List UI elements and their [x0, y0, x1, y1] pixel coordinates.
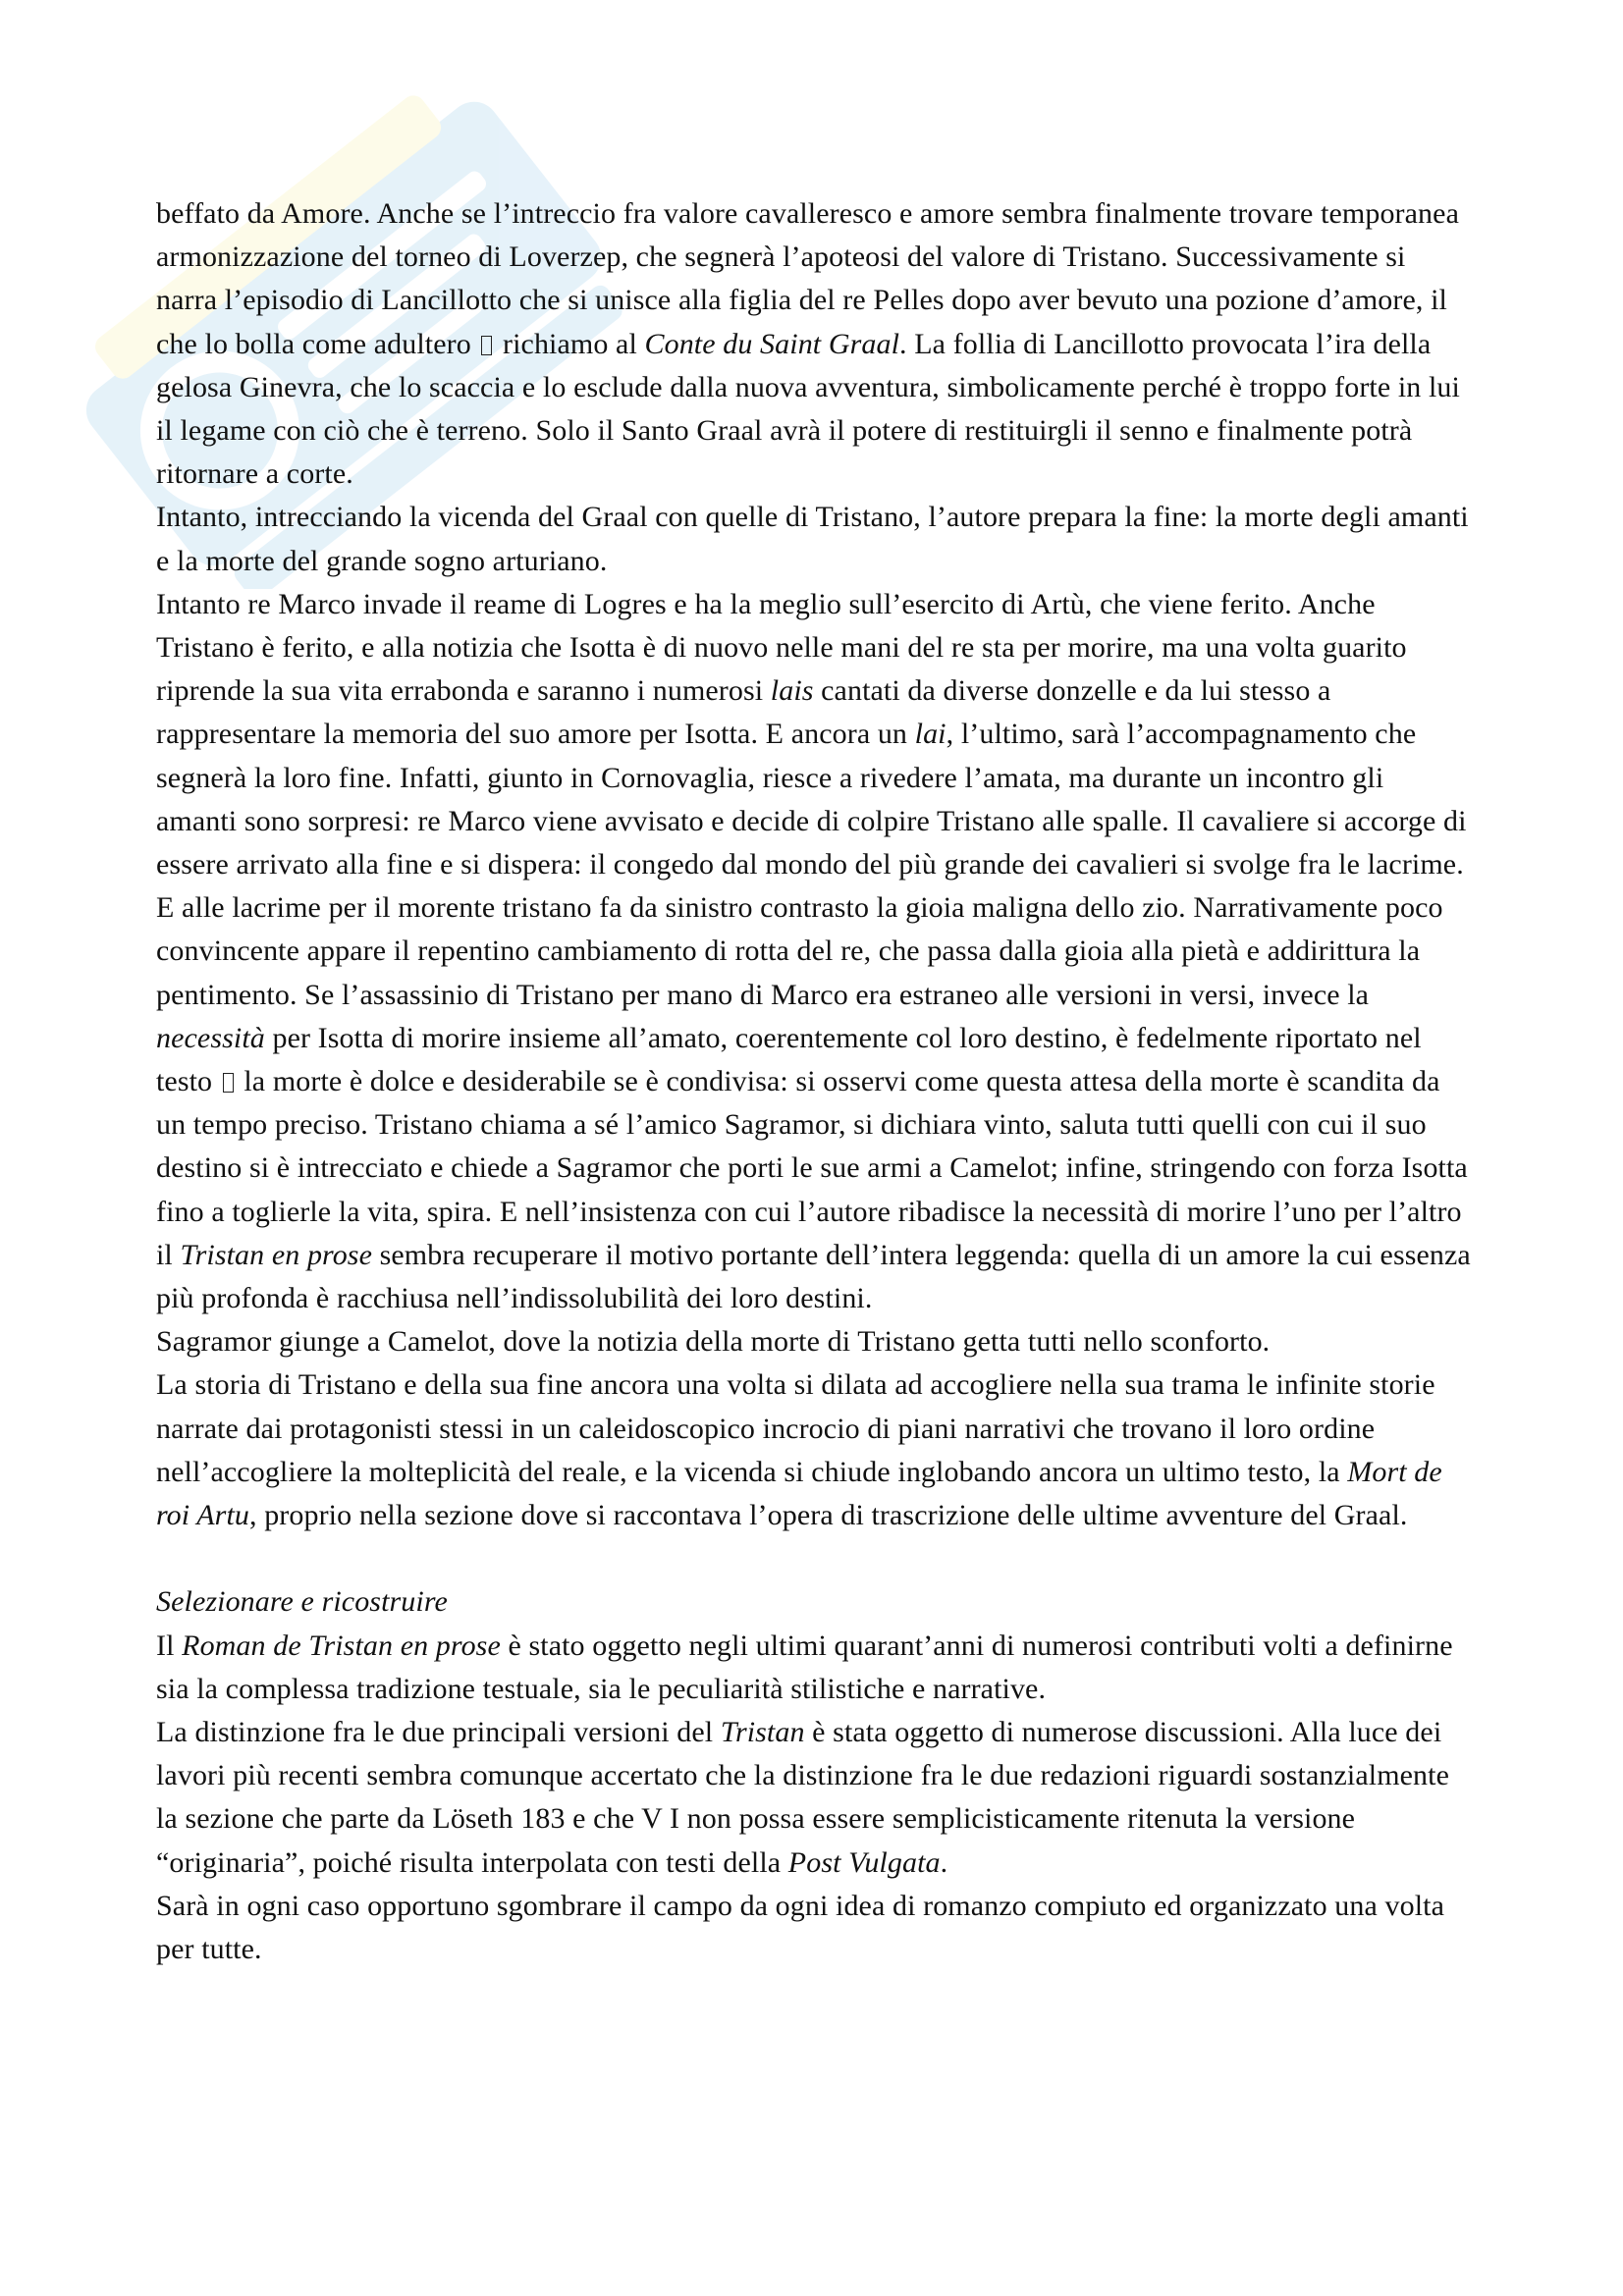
paragraph-5: La storia di Tristano e della sua fine ancora una volta si dilata ad accogliere nella sua trama le infinite storie narrate dai protagonisti stessi in un caleidoscopico incrocio di piani narrativi che trovano il loro ordine nell’accogliere la molteplicità del reale, e la vicenda si chiude inglobando ancora un ultimo testo, la Mort de roi Artu, proprio nella sezione dove si raccontava l’opera di trascrizione delle ultime avventure del Graal.	[156, 1368, 1442, 1532]
paragraph-8: Sarà in ogni caso opportuno sgombrare il campo da ogni idea di romanzo compiuto ed organizzato una volta per tutte.	[156, 1889, 1444, 1965]
italic-title: Conte du Saint Graal	[644, 327, 900, 360]
missing-glyph-box	[223, 1073, 234, 1093]
paragraph-2: Intanto, intrecciando la vicenda del Graal con quelle di Tristano, l’autore prepara la fine: la morte degli amanti e la morte del grande sogno arturiano.	[156, 501, 1469, 577]
paragraph-4: Sagramor giunge a Camelot, dove la notizia della morte di Tristano getta tutti nello sconforto.	[156, 1325, 1271, 1359]
paragraph-3: Intanto re Marco invade il reame di Logres e ha la meglio sull’esercito di Artù, che viene ferito. Anche Tristano è ferito, e alla notizia che Isotta è di nuovo nelle mani del re sta per morire, ma una volta guarito riprende la sua vita errabonda e saranno i numerosi lais cantati da diverse donzelle e da lui stesso a rappresentare la memoria del suo amore per Isotta. E ancora un lai, l’ultimo, sarà l’accompagnamento che segnerà la loro fine. Infatti, giunto in Cornovaglia, riesce a rivedere l’amata, ma durante un incontro gli amanti sono sorpresi: re Marco viene avvisato e decide di colpire Tristano alle spalle. Il cavaliere si accorge di essere arrivato alla fine e si dispera: il congedo dal mondo del più grande dei cavalieri si svolge fra le lacrime. E alle lacrime per il morente tristano fa da sinistro contrasto la gioia maligna dello zio. Narrativamente poco convincente appare il repentino cambiamento di rotta del re, che passa dalla gioia alla pietà e addirittura la pentimento. Se l’assassinio di Tristano per mano di Marco era estraneo alle versioni in versi, invece la necessità per Isotta di morire insieme all’amato, coerentemente col loro destino, è fedelmente riportato nel testo la morte è dolce e desiderabile se è condivisa: si osservi come questa attesa della morte è scandita da un tempo preciso. Tristano chiama a sé l’amico Sagramor, si dichiara vinto, saluta tutti quelli con cui il suo destino si è intrecciato e chiede a Sagramor che porti le sue armi a Camelot; infine, stringendo con forza Isotta fino a toglierle la vita, spira. E nell’insistenza con cui l’autore ribadisce la necessità di morire l’uno per l’altro il Tristan en prose sembra recuperare il motivo portante dell’intera leggenda: quella di un amore la cui essenza più profonda è racchiusa nell’indissolubilità dei loro destini.	[156, 587, 1471, 1315]
paragraph-1: beffato da Amore. Anche se l’intreccio fra valore cavalleresco e amore sembra finalmente trovare temporanea armonizzazione del torneo di Loverzep, che segnerà l’apoteosi del valore di Tristano. Successivamente si narra l’episodio di Lancillotto che si unisce alla figlia del re Pelles dopo aver bevuto una pozione d’amore, il che lo bolla come adultero richiamo al Conte du Saint Graal. La follia di Lancillotto provocata l’ira della gelosa Ginevra, che lo scaccia e lo esclude dalla nuova avventura, simbolicamente perché è troppo forte in lui il legame con ciò che è terreno. Solo il Santo Graal avrà il potere di restituirgli il senno e finalmente potrà ritornare a corte.	[156, 197, 1460, 491]
italic-title: Roman de Tristan en prose	[182, 1629, 501, 1662]
missing-glyph-box	[481, 336, 492, 355]
italic-title: Tristan	[720, 1715, 805, 1748]
italic-term: necessità	[156, 1021, 265, 1054]
section-heading: Selezionare e ricostruire	[156, 1585, 448, 1619]
document-body	[156, 192, 1472, 1971]
italic-term: lais	[770, 674, 814, 708]
paragraph-7: La distinzione fra le due principali versioni del Tristan è stata oggetto di numerose discussioni. Alla luce dei lavori più recenti sembra comunque accertato che la distinzione fra le due redazioni riguardi sostanzialmente la sezione che parte da Löseth 183 e che V I non possa essere semplicisticamente ritenuta la versione “originaria”, poiché risulta interpolata con testi della Post Vulgata.	[156, 1715, 1450, 1879]
paragraph-6: Il Roman de Tristan en prose è stato oggetto negli ultimi quarant’anni di numerosi contributi volti a definirne sia la complessa tradizione testuale, sia le peculiarità stilistiche e narrative.	[156, 1629, 1453, 1705]
italic-title: Post Vulgata	[787, 1845, 941, 1879]
italic-term: lai	[914, 718, 947, 751]
paragraph-spacer	[156, 1537, 1472, 1580]
italic-title: Mort de roi Artu	[156, 1455, 1442, 1532]
italic-title: Tristan en prose	[180, 1238, 373, 1271]
